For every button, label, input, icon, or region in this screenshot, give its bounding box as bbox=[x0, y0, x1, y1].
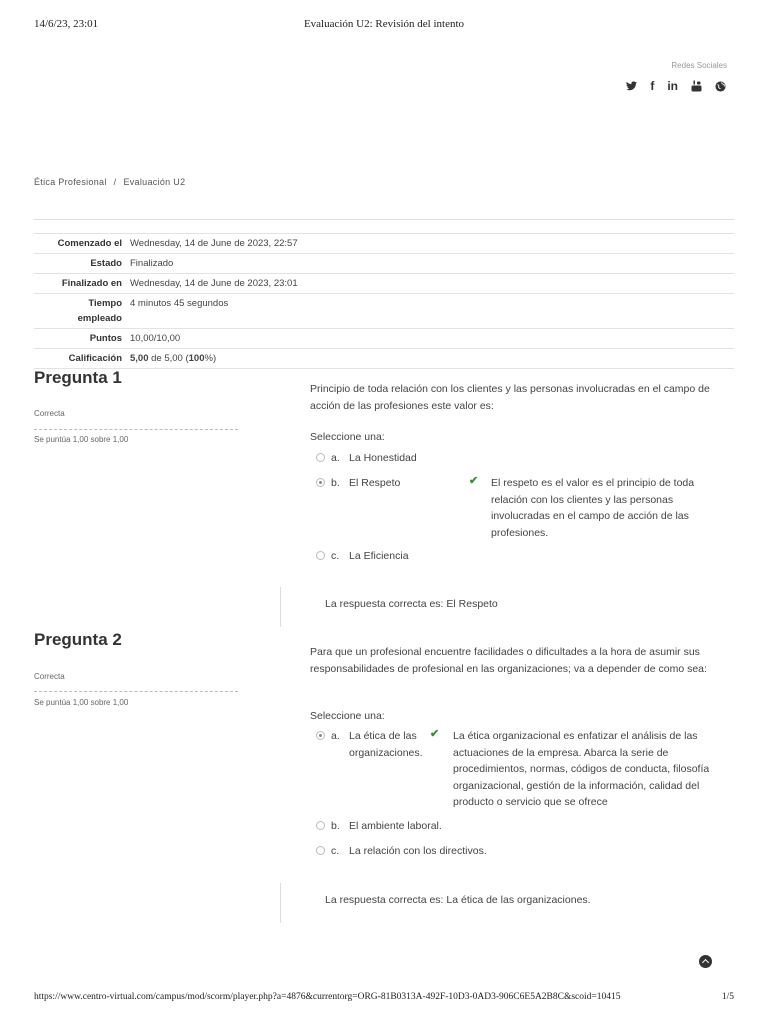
breadcrumb-separator: / bbox=[113, 177, 117, 187]
youtube-icon[interactable] bbox=[691, 80, 702, 92]
radio-button[interactable] bbox=[316, 846, 325, 855]
globe-icon[interactable] bbox=[715, 81, 726, 92]
grade-mid: de 5,00 ( bbox=[148, 353, 189, 364]
print-datetime: 14/6/23, 23:01 bbox=[34, 18, 99, 30]
option-letter: c. bbox=[331, 845, 340, 857]
option-letter: c. bbox=[331, 550, 340, 562]
linkedin-icon[interactable]: in bbox=[667, 79, 678, 93]
summary-value: Finalizado bbox=[130, 254, 734, 274]
summary-value: Wednesday, 14 de June de 2023, 23:01 bbox=[130, 274, 734, 294]
summary-key: Finalizado en bbox=[34, 274, 130, 294]
option-letter: b. bbox=[331, 820, 340, 832]
right-answer: La respuesta correcta es: El Respeto bbox=[325, 598, 498, 610]
option-letter: b. bbox=[331, 477, 340, 489]
question-info-divider bbox=[34, 429, 238, 430]
answer-option[interactable] bbox=[316, 843, 486, 860]
grade-percent: 100 bbox=[188, 353, 205, 364]
breadcrumb bbox=[34, 177, 185, 187]
summary-row bbox=[34, 234, 734, 254]
correct-check-icon: ✔ bbox=[469, 475, 479, 487]
option-letter: a. bbox=[331, 452, 340, 464]
question-text: Para que un profesional encuentre facilidades o dificultades a la hora de asumir sus responsabilidades de profesional en las organizaciones; va a depender de como sea: bbox=[310, 646, 707, 675]
breadcrumb-quiz[interactable]: Evaluación U2 bbox=[123, 177, 186, 187]
answer-option-selected[interactable] bbox=[316, 475, 466, 492]
option-label: El ambiente laboral. bbox=[349, 820, 442, 832]
summary-value: 10,00/10,00 bbox=[130, 329, 734, 349]
radio-button-checked[interactable] bbox=[316, 478, 325, 487]
summary-row bbox=[34, 274, 734, 294]
summary-key: Puntos bbox=[34, 329, 130, 349]
summary-key: Estado bbox=[34, 254, 130, 274]
print-url: https://www.centro-virtual.com/campus/mod/scorm/player.php?a=4876&currentorg=ORG-81B0313A-492F-10D3-0AD3-906C6E5A2B8C&scoid=10415 bbox=[34, 992, 621, 1002]
social-label: Redes Sociales bbox=[671, 61, 727, 70]
radio-button[interactable] bbox=[316, 551, 325, 560]
option-label: La Eficiencia bbox=[349, 550, 409, 562]
breadcrumb-course[interactable]: Ética Profesional bbox=[34, 177, 107, 187]
attempt-summary-table bbox=[34, 233, 734, 369]
print-title: Evaluación U2: Revisión del intento bbox=[303, 18, 465, 30]
divider bbox=[34, 219, 734, 220]
answer-option[interactable] bbox=[316, 818, 466, 835]
summary-value bbox=[130, 349, 734, 369]
right-answer: La respuesta correcta es: La ética de las organizaciones. bbox=[325, 894, 591, 906]
grade-value: 5,00 bbox=[130, 353, 149, 364]
summary-row bbox=[34, 349, 734, 369]
question-state: Correcta bbox=[34, 409, 65, 418]
radio-button-checked[interactable] bbox=[316, 731, 325, 740]
option-label: El Respeto bbox=[349, 477, 401, 489]
answer-prompt: Seleccione una: bbox=[310, 431, 385, 443]
social-icons bbox=[626, 78, 726, 94]
print-header bbox=[34, 18, 734, 32]
feedback-divider bbox=[280, 883, 281, 923]
option-feedback: El respeto es el valor es el principio de toda relación con los clientes y las personas involucradas en el campo de acción de las profesiones. bbox=[491, 477, 695, 539]
question-text: Principio de toda relación con los clientes y las personas involucradas en el campo de acción de las profesiones este valor es: bbox=[310, 383, 710, 412]
summary-row bbox=[34, 254, 734, 274]
question-state: Correcta bbox=[34, 672, 65, 681]
summary-value: Wednesday, 14 de June de 2023, 22:57 bbox=[130, 234, 734, 254]
summary-value: 4 minutos 45 segundos bbox=[130, 294, 734, 329]
summary-row bbox=[34, 329, 734, 349]
answer-option-selected[interactable] bbox=[316, 728, 426, 762]
option-label: La ética de las organizaciones. bbox=[349, 730, 423, 759]
question-info-divider bbox=[34, 691, 238, 692]
option-label: La Honestidad bbox=[349, 452, 417, 464]
answer-prompt: Seleccione una: bbox=[310, 710, 385, 722]
summary-key: Tiempo empleado bbox=[34, 294, 130, 329]
option-label: La relación con los directivos. bbox=[349, 845, 487, 857]
summary-row bbox=[34, 294, 734, 329]
radio-button[interactable] bbox=[316, 821, 325, 830]
option-letter: a. bbox=[331, 730, 340, 742]
summary-key: Comenzado el bbox=[34, 234, 130, 254]
answer-option[interactable] bbox=[316, 450, 466, 467]
correct-check-icon: ✔ bbox=[430, 728, 440, 740]
back-to-top-button[interactable] bbox=[699, 955, 712, 968]
grade-end: %) bbox=[204, 353, 217, 364]
summary-key: Calificación bbox=[34, 349, 130, 369]
twitter-icon[interactable] bbox=[626, 81, 637, 91]
feedback-divider bbox=[280, 587, 281, 627]
facebook-icon[interactable]: f bbox=[650, 79, 655, 93]
option-feedback: La ética organizacional es enfatizar el análisis de las actuaciones de la empresa. Abarca la serie de procedimientos, normas, códigos de conducta, filosofía organizacional, gestión de la información, calidad del producto o servicio que se ofrece bbox=[453, 730, 710, 808]
radio-button[interactable] bbox=[316, 453, 325, 462]
question-grade: Se puntúa 1,00 sobre 1,00 bbox=[34, 435, 129, 444]
question-title: Pregunta 2 bbox=[34, 630, 122, 649]
answer-option[interactable] bbox=[316, 548, 466, 565]
question-grade: Se puntúa 1,00 sobre 1,00 bbox=[34, 698, 129, 707]
print-page-number: 1/5 bbox=[721, 992, 734, 1002]
question-title: Pregunta 1 bbox=[34, 368, 122, 387]
